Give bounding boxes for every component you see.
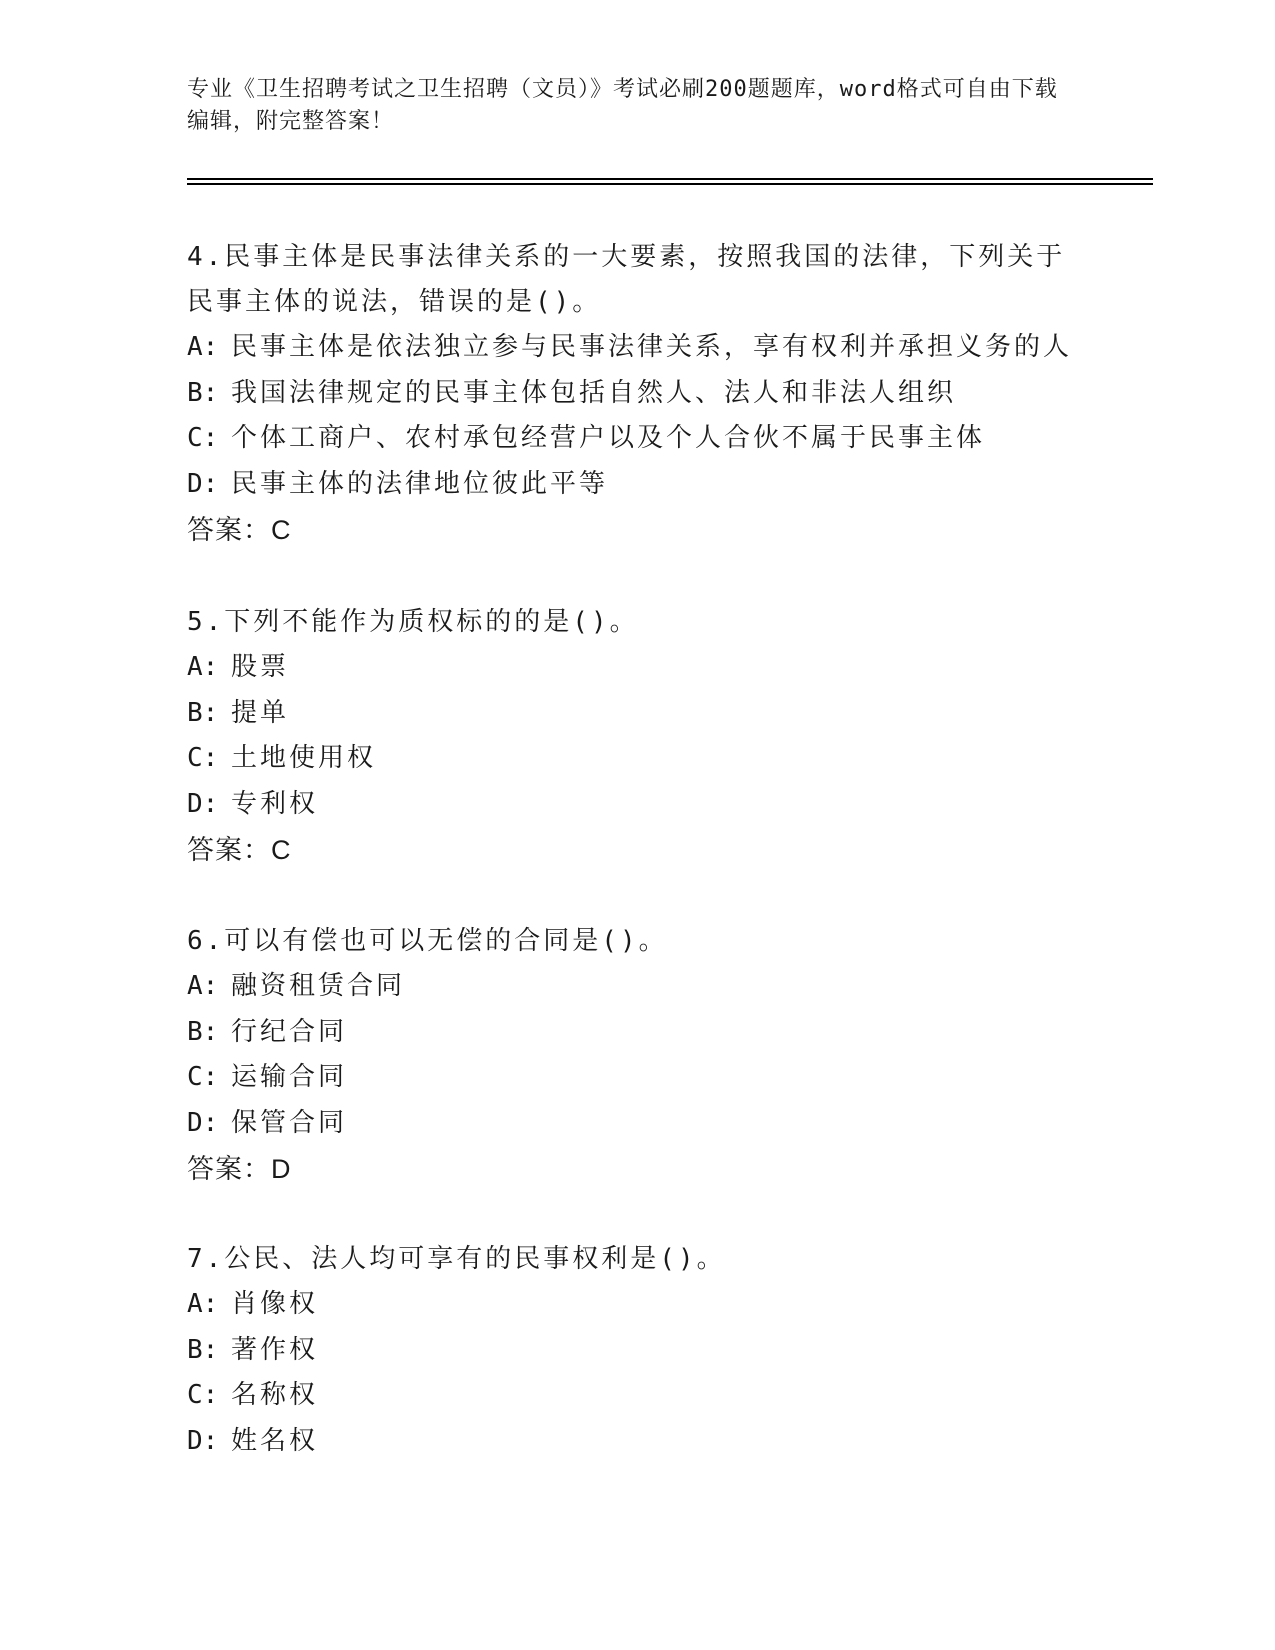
option-key: B:: [187, 1016, 219, 1047]
option-key: B:: [187, 1334, 219, 1365]
option-key: A:: [187, 652, 219, 682]
option-text: 股票: [231, 652, 290, 682]
question-5: [187, 600, 1087, 873]
option-key: A:: [187, 332, 219, 362]
option-text: 提单: [231, 697, 290, 728]
option-text: 民事主体是依法独立参与民事法律关系，享有权利并承担义务的人: [231, 332, 1073, 362]
option-key: B:: [187, 377, 219, 408]
option-a: [187, 964, 1087, 1010]
question-stem-continued: 民事主体的说法，错误的是()。: [187, 287, 602, 317]
header-divider-bottom: [187, 183, 1153, 185]
option-c: [187, 1373, 1087, 1419]
option-d: [187, 462, 1087, 508]
option-d: [187, 1419, 1087, 1465]
option-key: D:: [187, 788, 219, 819]
option-key: C:: [187, 423, 219, 453]
option-text: 融资租赁合同: [231, 971, 406, 1001]
option-text: 个体工商户、农村承包经营户以及个人合伙不属于民事主体: [231, 423, 986, 453]
question-stem: 6.可以有偿也可以无偿的合同是()。: [187, 926, 668, 956]
question-stem: 5.下列不能作为质权标的的是()。: [187, 607, 639, 637]
option-text: 肖像权: [231, 1289, 319, 1319]
document-header: 专业《卫生招聘考试之卫生招聘（文员）》考试必刷200题题库，word格式可自由下载编辑，附完整答案！: [187, 77, 1058, 134]
option-key: D:: [187, 1425, 219, 1456]
option-text: 土地使用权: [231, 743, 377, 773]
option-text: 著作权: [231, 1334, 319, 1365]
option-c: [187, 736, 1087, 782]
option-text: 保管合同: [231, 1107, 348, 1138]
option-b: [187, 1010, 1087, 1056]
option-text: 民事主体的法律地位彼此平等: [231, 468, 609, 499]
option-key: A:: [187, 1289, 219, 1319]
option-d: [187, 782, 1087, 828]
option-text: 我国法律规定的民事主体包括自然人、法人和非法人组织: [231, 377, 957, 408]
header-divider-top: [187, 178, 1153, 180]
option-b: [187, 371, 1087, 417]
answer-line: 答案：C: [187, 515, 292, 545]
question-stem: 7.公民、法人均可享有的民事权利是()。: [187, 1244, 726, 1274]
question-6: [187, 919, 1087, 1192]
option-c: [187, 416, 1087, 462]
option-a: [187, 325, 1087, 371]
option-key: C:: [187, 743, 219, 773]
option-key: D:: [187, 1107, 219, 1138]
option-key: D:: [187, 468, 219, 499]
option-d: [187, 1101, 1087, 1147]
question-7: [187, 1237, 1087, 1464]
option-text: 专利权: [231, 788, 319, 819]
option-text: 姓名权: [231, 1425, 319, 1456]
option-a: [187, 1282, 1087, 1328]
question-4: [187, 235, 1087, 553]
option-key: C:: [187, 1380, 219, 1410]
option-key: B:: [187, 697, 219, 728]
option-a: [187, 645, 1087, 691]
option-text: 运输合同: [231, 1062, 348, 1092]
option-key: C:: [187, 1062, 219, 1092]
option-key: A:: [187, 971, 219, 1001]
option-b: [187, 691, 1087, 737]
option-text: 名称权: [231, 1380, 319, 1410]
answer-line: 答案：C: [187, 835, 292, 865]
option-text: 行纪合同: [231, 1016, 348, 1047]
option-c: [187, 1055, 1087, 1101]
option-b: [187, 1328, 1087, 1374]
answer-line: 答案：D: [187, 1154, 292, 1184]
question-stem: 4.民事主体是民事法律关系的一大要素，按照我国的法律，下列关于: [187, 242, 1066, 272]
